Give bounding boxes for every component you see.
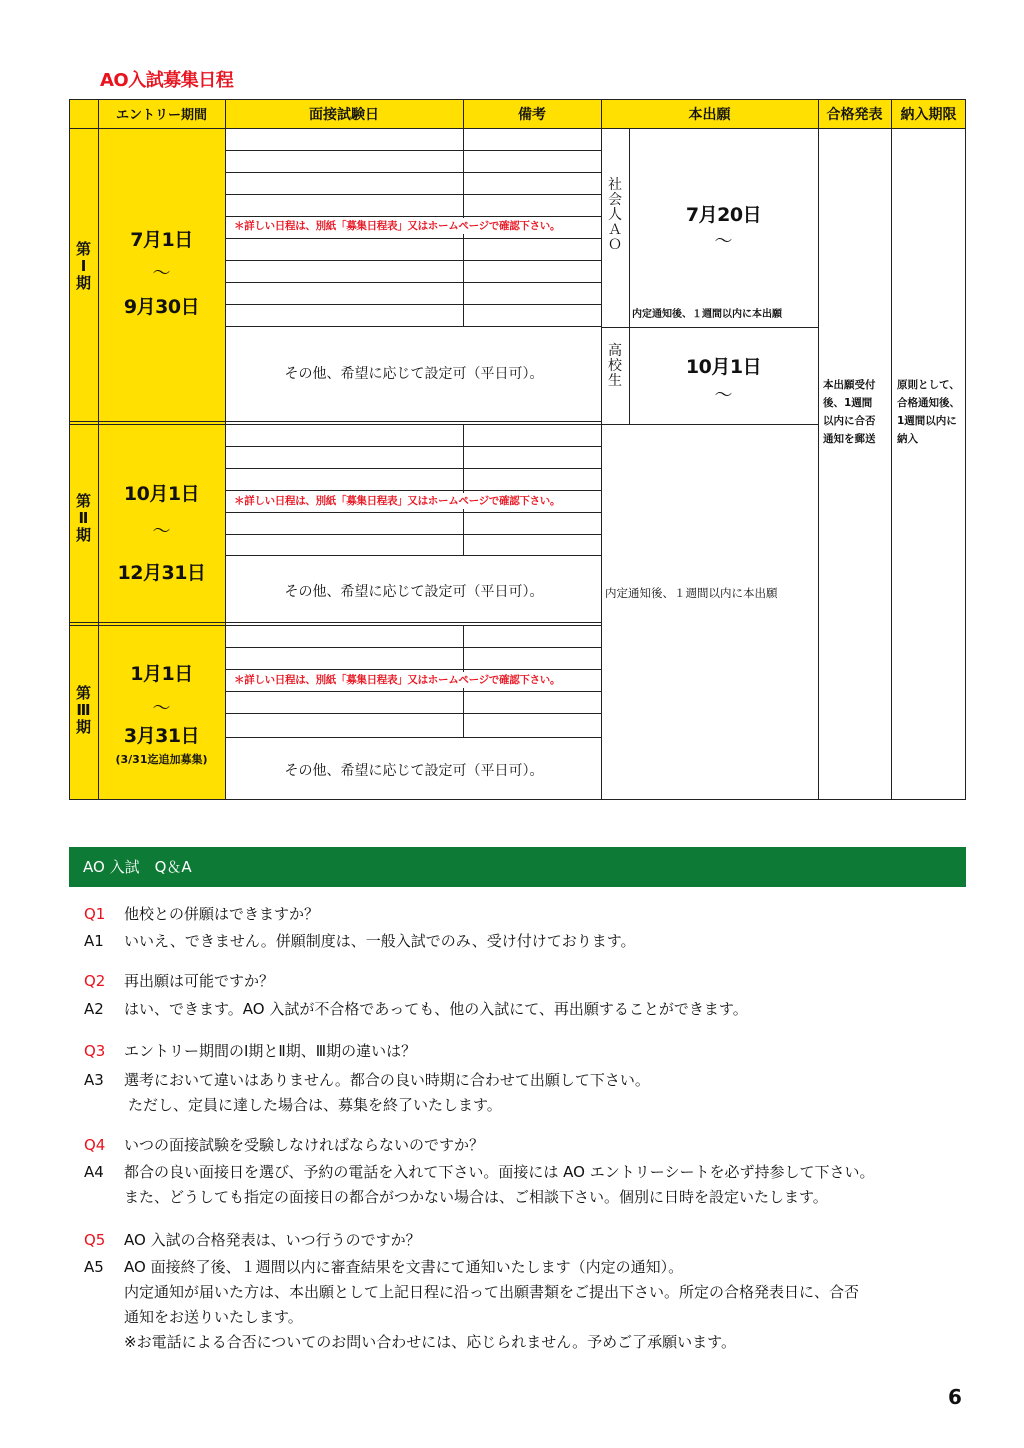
later-application-note: 内定通知後、１週間以内に本出願 [605,586,778,600]
result-text: 本出願受付 後、1週間 以内に合否 通知を郵送 [823,379,876,445]
qa-heading: AO 入試 Q＆A [69,847,966,887]
period-3-red-note: ＊詳しい日程は、別紙「募集日程表」又はホームページで確認下さい。 [228,672,601,688]
answer-5: A5 AO 面接終了後、１週間以内に審査結果を文書にて通知いたします（内定の通知）。 [84,1258,684,1276]
period-2-tilde: ～ [152,521,171,542]
period-3-tilde: ～ [152,698,171,719]
period-2-other: その他、希望に応じて設定可（平日可）。 [284,584,544,600]
question-2: Q2 再出願は可能ですか？ [84,972,275,990]
period-1-end: 9月30日 [123,296,200,318]
question-5: Q5 AO 入試の合格発表は、いつ行うのですか？ [84,1231,421,1249]
period-1-other: その他、希望に応じて設定可（平日可）。 [284,366,544,382]
period-2-label: 第 Ⅱ 期 [75,492,91,544]
working-application-date: 7月20日 [685,204,762,226]
period-3-start: 1月1日 [130,663,193,685]
answer-5-line-2: 内定通知が届いた方は、本出願として上記日程に沿って出願書類をご提出下さい。所定の合格発表日に、合否 [124,1283,860,1301]
question-1: Q1 他校との併願はできますか？ [84,905,320,923]
period-1-tilde: ～ [152,263,171,284]
period-2-end: 12月31日 [117,562,206,584]
period-2-red-note: ＊詳しい日程は、別紙「募集日程表」又はホームページで確認下さい。 [228,493,601,509]
period-1-start: 7月1日 [130,229,193,251]
period-2-start: 10月1日 [123,483,200,505]
answer-2: A2 はい、できます。AO 入試が不合格であっても、他の入試にて、再出願することができます。 [84,1000,748,1018]
page-number: 6 [948,1385,962,1409]
hs-application-date: 10月1日 [685,356,762,378]
answer-5-line-4: ※お電話による合否についてのお問い合わせには、応じられません。予めご了承願います。 [124,1333,736,1351]
header-entry: エントリー期間 [115,108,207,123]
answer-3: A3 選考において違いはありません。都合の良い時期に合わせて出願して下さい。 [84,1071,650,1089]
schedule-table [69,99,966,800]
payment-text: 原則として、 合格通知後、 1週間以内に 納入 [897,379,960,445]
working-application-note: 内定通知後、１週間以内に本出願 [632,309,782,320]
period-1-red-note: ＊詳しい日程は、別紙「募集日程表」又はホームページで確認下さい。 [228,218,601,234]
period-3-end: 3月31日 [123,725,200,747]
hs-application-tilde: ～ [714,385,733,406]
header-application: 本出願 [688,106,731,123]
period-1-label: 第 Ⅰ 期 [75,240,91,292]
answer-3-line-2: ただし、定員に達した場合は、募集を終了いたします。 [128,1096,502,1114]
answer-5-line-3: 通知をお送りいたします。 [124,1308,303,1326]
header-interview: 面接試験日 [309,106,379,123]
answer-4: A4 都合の良い面接日を選び、予約の電話を入れて下さい。面接には AO エントリーシートを必ず持参して下さい。 [84,1163,875,1181]
header-payment: 納入期限 [900,106,957,123]
question-4: Q4 いつの面接試験を受験しなければならないのですか？ [84,1136,485,1154]
answer-4-line-2: また、どうしても指定の面接日の都合がつかない場合は、ご相談下さい。個別に日時を設定いたします。 [124,1188,828,1206]
header-notes: 備考 [518,106,546,123]
page-title: AO入試募集日程 [100,70,234,91]
period-3-label: 第 Ⅲ 期 [75,684,91,736]
working-application-tilde: ～ [714,231,733,252]
header-result: 合格発表 [826,106,883,123]
high-school-label: 高 校 生 [608,343,622,389]
answer-1: A1 いいえ、できません。併願制度は、一般入試でのみ、受け付けております。 [84,932,636,950]
period-3-other: その他、希望に応じて設定可（平日可）。 [284,763,544,779]
period-3-sub: (3/31迄追加募集) [115,753,208,766]
working-adult-ao-label: 社 会 人 Ａ Ｏ [608,177,622,253]
question-3: Q3 エントリー期間のⅠ期とⅡ期、Ⅲ期の違いは？ [84,1042,417,1060]
